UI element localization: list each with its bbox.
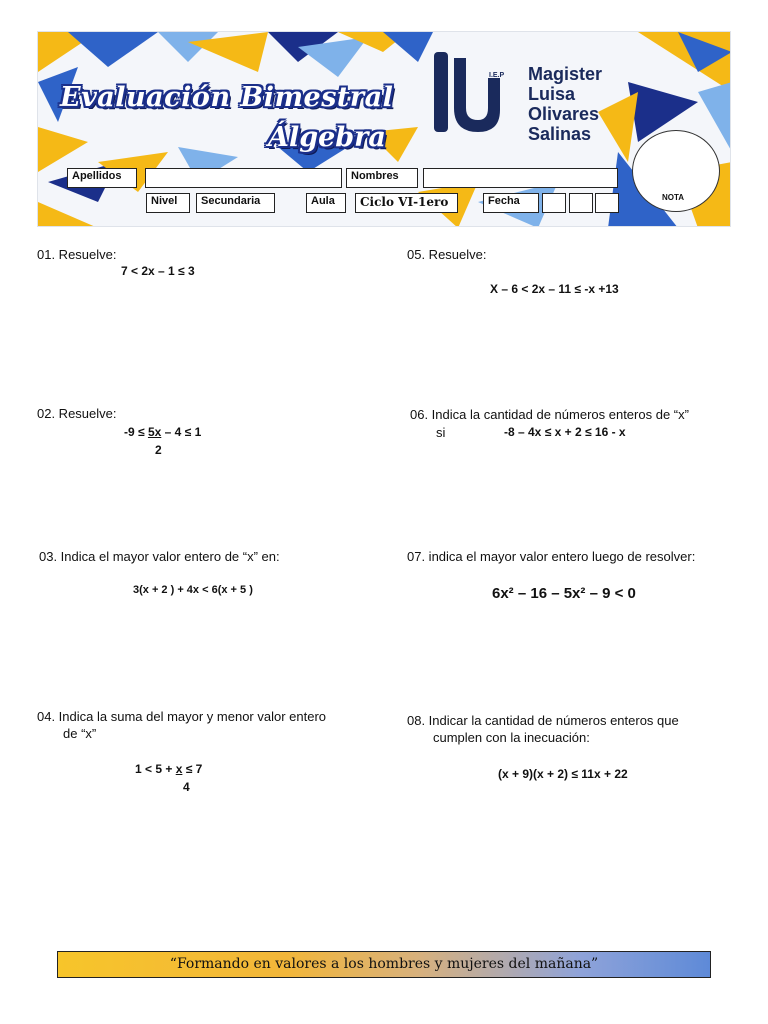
problem-08-expression: (x + 9)(x + 2) ≤ 11x + 22 — [498, 767, 628, 781]
school-logo-icon — [430, 48, 510, 138]
problem-06-expression: -8 – 4x ≤ x + 2 ≤ 16 - x — [504, 425, 626, 439]
subject-title: Álgebra — [268, 122, 386, 153]
fraction-numerator: x — [175, 762, 183, 776]
problem-01-label: 01. Resuelve: — [37, 247, 117, 262]
fraction-numerator: 5x — [147, 425, 162, 439]
problem-05-expression: X – 6 < 2x – 11 ≤ -x +13 — [490, 282, 619, 296]
school-name: Magister Luisa Olivares Salinas — [528, 64, 603, 144]
problem-08-label: 08. Indicar la cantidad de números enteros que cumplen con la inecuación: — [407, 713, 679, 745]
problem-01-expression: 7 < 2x – 1 ≤ 3 — [121, 264, 195, 278]
problem-07-expression: 6x² – 16 – 5x² – 9 < 0 — [492, 585, 636, 602]
problem-03-label: 03. Indica el mayor valor entero de “x” en: — [39, 549, 280, 564]
problem-02-expression: -9 ≤ 5x – 4 ≤ 1 — [124, 425, 202, 439]
fecha-month-field[interactable] — [569, 193, 593, 213]
exam-title: Evaluación Bimestral — [60, 82, 394, 113]
exam-header-banner — [37, 31, 731, 227]
nivel-label: Nivel — [146, 193, 190, 213]
problem-02-denominator: 2 — [155, 443, 162, 457]
problem-02-label: 02. Resuelve: — [37, 406, 117, 421]
apellidos-label: Apellidos — [67, 168, 137, 188]
apellidos-field[interactable] — [145, 168, 342, 188]
problem-07-label: 07. indica el mayor valor entero luego de resolver: — [407, 549, 696, 564]
problem-04-expression: 1 < 5 + x ≤ 7 — [135, 762, 203, 776]
problem-06-si: si — [436, 425, 446, 440]
problem-04-label: 04. Indica la suma del mayor y menor valor entero de “x” — [37, 709, 327, 741]
nombres-field[interactable] — [423, 168, 618, 188]
ciclo-value: Ciclo VI-1ero — [355, 193, 458, 213]
problem-06-label: 06. Indica la cantidad de números enteros de “x” — [410, 407, 689, 422]
nivel-value: Secundaria — [196, 193, 275, 213]
fecha-day-field[interactable] — [542, 193, 566, 213]
nombres-label: Nombres — [346, 168, 418, 188]
footer-motto: “Formando en valores a los hombres y mujeres del mañana” — [57, 951, 711, 978]
problem-05-label: 05. Resuelve: — [407, 247, 487, 262]
problem-04-denominator: 4 — [183, 780, 190, 794]
fecha-year-field[interactable] — [595, 193, 619, 213]
problem-03-expression: 3(x + 2 ) + 4x < 6(x + 5 ) — [133, 584, 253, 596]
aula-label: Aula — [306, 193, 346, 213]
iep-label: I.E.P — [489, 72, 505, 79]
nota-label: NOTA — [662, 193, 685, 202]
fecha-label: Fecha — [483, 193, 539, 213]
